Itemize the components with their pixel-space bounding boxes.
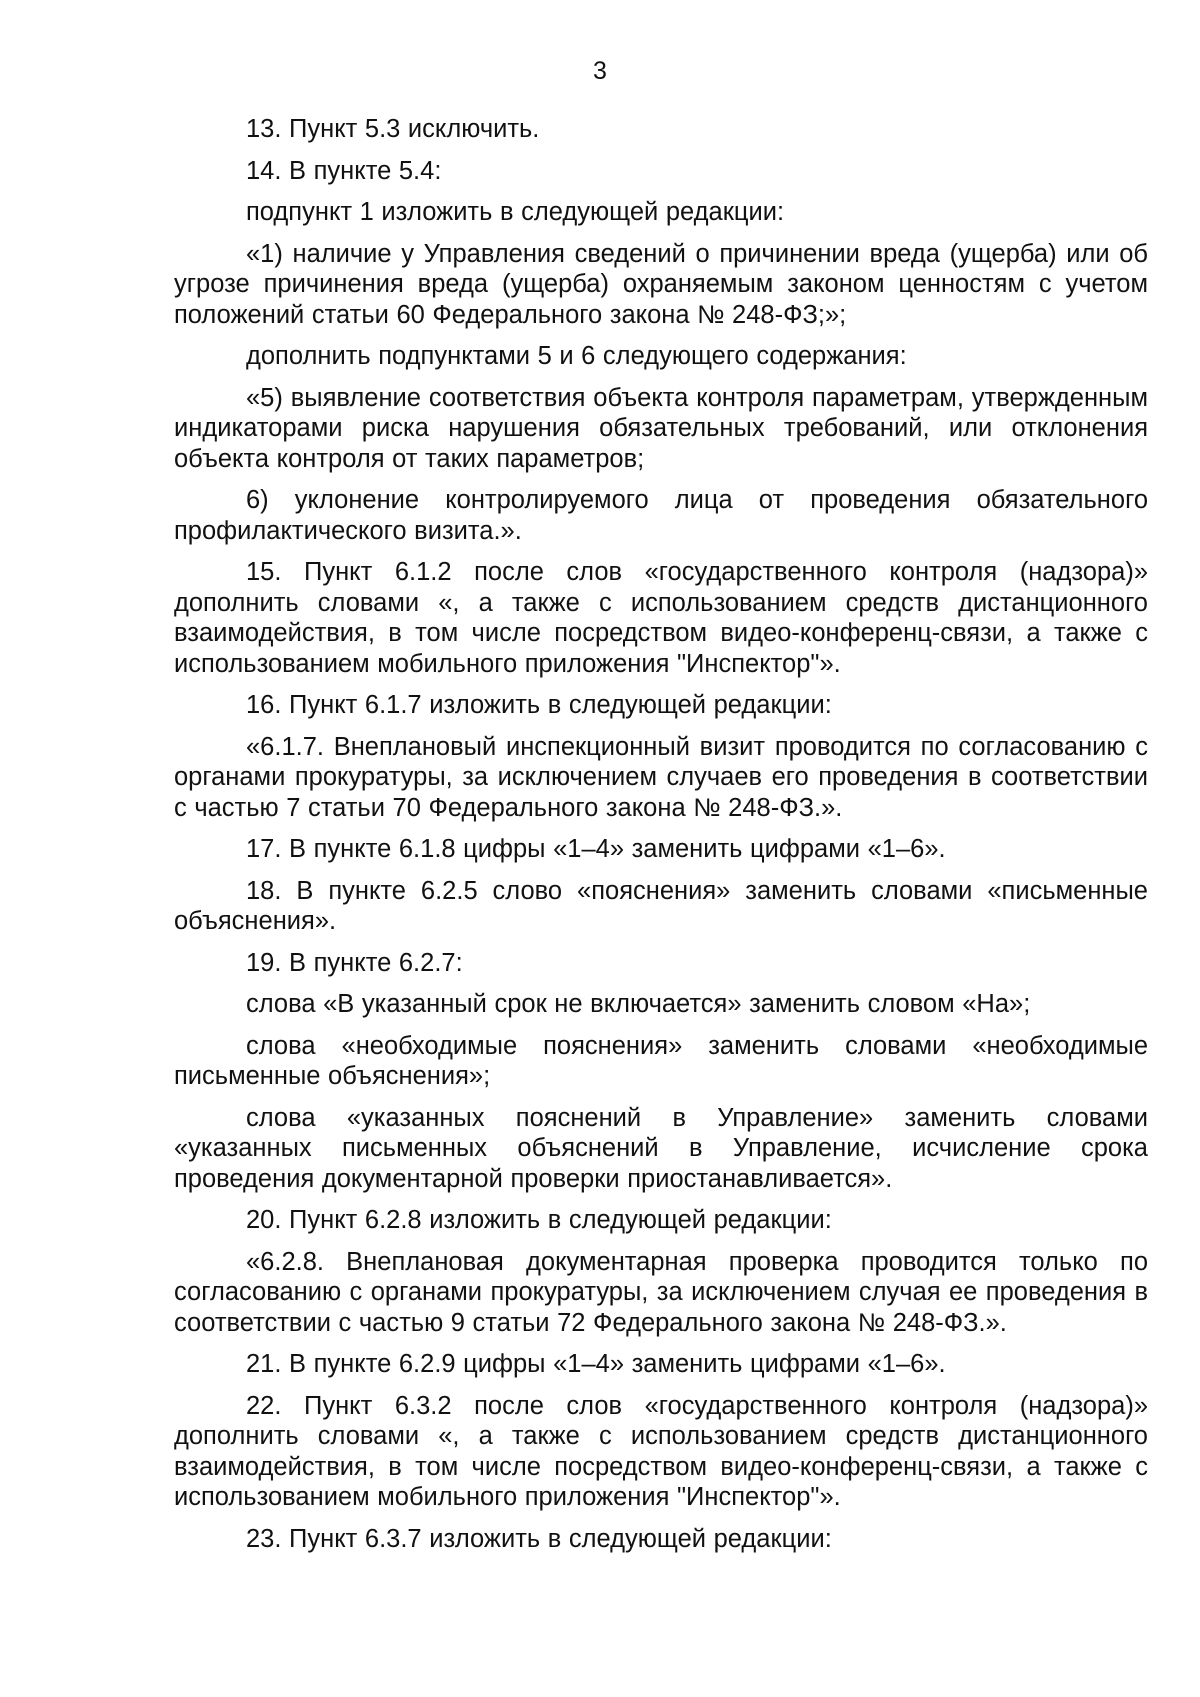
page-number: 3 — [593, 57, 607, 85]
paragraph-23: 23. Пункт 6.3.7 изложить в следующей редакции: — [246, 1524, 832, 1553]
paragraph-15: 15. Пункт 6.1.2 после слов «государственного контроля (надзора)» дополнить словами «, а также с использованием средств дистанционного взаимодействия, в том числе посредством видео-конференц-связи, а также с использованием мобильного приложения "Инспектор"». — [174, 558, 1148, 678]
paragraph-16-text: «6.1.7. Внеплановый инспекционный визит проводится по согласованию с органами прокуратуры, за исключением случаев его проведения в соответствии с частью 7 статьи 70 Федерального закона № 248-ФЗ.». — [174, 732, 1148, 822]
document-body — [174, 114, 1148, 1565]
paragraph-14-subpoint-1-text: «1) наличие у Управления сведений о причинении вреда (ущерба) или об угрозе причинения вреда (ущерба) охраняемым законом ценностям с учетом положений статьи 60 Федерального закона № 248-ФЗ;»; — [174, 239, 1148, 329]
paragraph-13: 13. Пункт 5.3 исключить. — [246, 115, 540, 143]
paragraph-22: 22. Пункт 6.3.2 после слов «государственного контроля (надзора)» дополнить словами «, а также с использованием средств дистанционного взаимодействия, в том числе посредством видео-конференц-связи, а также с использованием мобильного приложения "Инспектор"». — [174, 1391, 1148, 1511]
paragraph-20: 20. Пункт 6.2.8 изложить в следующей редакции: — [246, 1206, 832, 1234]
paragraph-16: 16. Пункт 6.1.7 изложить в следующей редакции: — [246, 691, 832, 719]
paragraph-17: 17. В пункте 6.1.8 цифры «1–4» заменить цифрами «1–6». — [246, 835, 946, 863]
paragraph-19-item-2: слова «необходимые пояснения» заменить словами «необходимые письменные объяснения»; — [174, 1031, 1148, 1090]
paragraph-14: 14. В пункте 5.4: — [246, 156, 442, 185]
paragraph-14-subpoint-5: «5) выявление соответствия объекта контроля параметрам, утвержденным индикаторами риска нарушения обязательных требований, или отклонения объекта контроля от таких параметров; — [174, 383, 1148, 473]
paragraph-14-subpoint-1-intro: подпункт 1 изложить в следующей редакции: — [246, 198, 785, 226]
paragraph-18: 18. В пункте 6.2.5 слово «пояснения» заменить словами «письменные объяснения». — [174, 876, 1148, 935]
paragraph-21: 21. В пункте 6.2.9 цифры «1–4» заменить цифрами «1–6». — [246, 1350, 946, 1378]
paragraph-14-subpoint-6: 6) уклонение контролируемого лица от проведения обязательного профилактического визита.». — [174, 486, 1148, 545]
paragraph-14-add-subpoints-intro: дополнить подпунктами 5 и 6 следующего содержания: — [246, 342, 907, 370]
paragraph-19: 19. В пункте 6.2.7: — [246, 948, 463, 977]
paragraph-20-text: «6.2.8. Внеплановая документарная проверка проводится только по согласованию с органами прокуратуры, за исключением случая ее проведения в соответствии с частью 9 статьи 72 Федерального закона № 248-ФЗ.». — [174, 1247, 1148, 1337]
paragraph-19-item-1: слова «В указанный срок не включается» заменить словом «На»; — [246, 990, 1031, 1018]
paragraph-19-item-3: слова «указанных пояснений в Управление» заменить словами «указанных письменных объяснений в Управление, исчисление срока проведения документарной проверки приостанавливается». — [174, 1103, 1148, 1193]
